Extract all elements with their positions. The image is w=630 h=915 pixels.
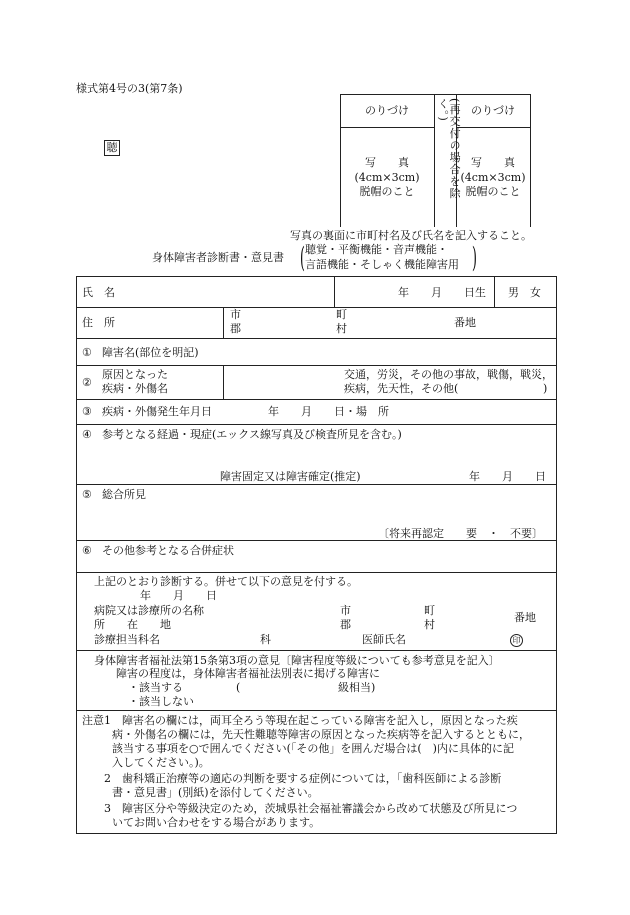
address-gun: 郡: [230, 322, 241, 335]
opinion-heading: 身体障害者福祉法第15条第3項の意見〔障害程度等級についても参考意見を記入〕: [94, 654, 500, 667]
row2-number: ②: [82, 376, 92, 389]
name-label: 氏 名: [82, 286, 115, 299]
diagnosis-mura: 村: [424, 618, 435, 631]
diagnosis-banchi: 番地: [514, 611, 536, 624]
address-machi: 町: [336, 308, 347, 321]
photo-label-2: 写 真: [471, 156, 515, 169]
note2-line2: 書・意見書」(別紙)を添付してください。: [112, 786, 319, 799]
hospital-location-label: 所 在 地: [94, 618, 171, 631]
note1-line3: 該当する事項を○で囲んでください(「その他」を囲んだ場合は( )内に具体的に記: [112, 742, 514, 755]
photo-size-2: (4cm×3cm): [460, 171, 526, 184]
photo-back-note: 写真の裏面に市町村名及び氏名を記入すること。: [290, 229, 532, 242]
row6-label: その他参考となる合併症状: [102, 544, 234, 557]
note3-line2: いてお問い合わせをする場合があります。: [112, 816, 321, 829]
title-paren-close: ): [472, 241, 477, 274]
row1-number: ①: [82, 346, 92, 359]
address-banchi: 番地: [454, 316, 476, 329]
row4-label: 参考となる経過・現症(エックス線写真及び検査所見を含む。): [102, 428, 402, 441]
form-title: 身体障害者診断書・意見書: [152, 251, 284, 264]
opinion-not-applicable: ・該当しない: [128, 695, 194, 708]
row2-options1: 交通，労災，その他の事故，戦傷，戦災，: [344, 368, 553, 381]
photo-size-1: (4cm×3cm): [354, 171, 420, 184]
diagnosis-date: 年 月 日: [140, 589, 217, 602]
address-label: 住 所: [82, 316, 115, 329]
row4-fixed-date: 年 月 日: [469, 470, 546, 483]
note3-line1: 3 障害区分や等級決定のため，茨城県社会福祉審議会から改めて状態及び所見につ: [104, 802, 518, 815]
row1-label: 障害名(部位を明記): [102, 346, 199, 359]
glue-label-2: のりづけ: [471, 104, 515, 117]
row5-label: 総合所見: [102, 488, 146, 501]
diagnosis-gun: 郡: [340, 618, 351, 631]
department-ka: 科: [260, 633, 271, 646]
title-sub1: 聴覚・平衡機能・音声機能・: [305, 243, 448, 256]
row3-number: ③: [82, 405, 92, 418]
department-label: 診療担当科名: [94, 633, 160, 646]
reissue-note: (再交付の場合を除く。): [436, 98, 462, 200]
seal-mark: 印: [510, 634, 523, 647]
title-paren-open: (: [300, 241, 305, 274]
glue-label-1: のりづけ: [365, 104, 409, 117]
photo-hat-2: 脱帽のこと: [465, 185, 521, 198]
note1-line1: 注意1 障害名の欄には，両耳全ろう等現在起こっている障害を記入し，原因となった疾: [82, 714, 518, 727]
row5-number: ⑤: [82, 488, 92, 501]
address-mura: 村: [336, 322, 347, 335]
opinion-line1: 障害の程度は，身体障害者福祉法別表に掲げる障害に: [116, 667, 380, 680]
diagnosis-shi: 市: [340, 604, 351, 617]
diagnosis-statement: 上記のとおり診断する。併せて以下の意見を付する。: [94, 575, 358, 588]
row4-number: ④: [82, 428, 92, 441]
row5-future-recertification: 〔将来再認定 要 ・ 不要〕: [378, 527, 543, 540]
gender-options: 男 女: [508, 286, 541, 299]
row2-label1: 原因となった: [102, 368, 168, 381]
note1-line2: 病・外傷名の欄には，先天性難聴等障害の原因となった疾病等を記入するとともに，: [112, 728, 530, 741]
opinion-grade: 級相当): [338, 681, 376, 694]
note1-line4: 入してください。)。: [112, 756, 210, 769]
row3-label: 疾病・外傷発生年月日: [102, 405, 212, 418]
row4-fixed-label: 障害固定又は障害確定(推定): [220, 470, 361, 483]
title-sub2: 言語機能・そしゃく機能障害用: [305, 258, 459, 271]
row3-date-place: 年 月 日・場 所: [268, 405, 389, 418]
doctor-name-label: 医師氏名: [362, 633, 406, 646]
address-shi: 市: [230, 308, 241, 321]
opinion-paren-open: (: [236, 681, 241, 694]
note2-line1: 2 歯科矯正治療等の適応の判断を要する症例については，「歯科医師による診断: [104, 772, 502, 785]
row2-close-paren: ): [543, 382, 548, 395]
ear-mark: 聴: [104, 140, 120, 156]
row2-options2: 疾病，先天性，その他(: [344, 382, 459, 395]
photo-hat-1: 脱帽のこと: [359, 185, 415, 198]
form-number: 様式第4号の3(第7条): [76, 82, 183, 95]
opinion-applicable: ・該当する: [128, 681, 183, 694]
birth-date: 年 月 日生: [398, 286, 486, 299]
row2-label2: 疾病・外傷名: [102, 382, 168, 395]
diagnosis-machi: 町: [424, 604, 435, 617]
row6-number: ⑥: [82, 544, 92, 557]
photo-label-1: 写 真: [365, 156, 409, 169]
hospital-name-label: 病院又は診療所の名称: [94, 604, 204, 617]
